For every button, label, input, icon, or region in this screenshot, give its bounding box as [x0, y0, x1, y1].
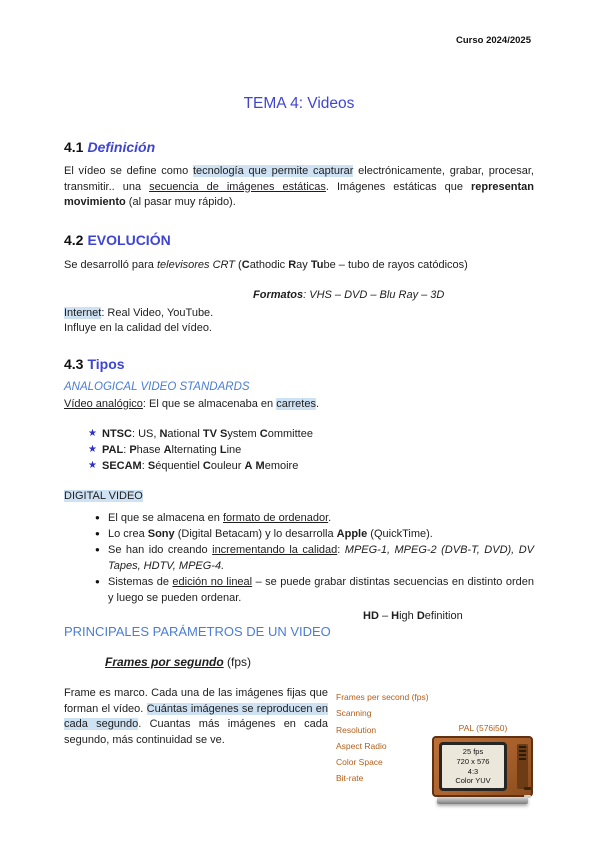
dot-bullet-icon: ● [95, 576, 100, 586]
pal-tv-figure [432, 723, 534, 804]
list-item-pal [88, 442, 534, 458]
list-item-text: Sistemas de edición no lineal – se puede grabar distintas secuencias en distinto orden y luego se pueden ordenar. [108, 575, 534, 604]
section-number: 4.2 [64, 231, 84, 248]
tv-screen-line: 720 x 576 [456, 756, 490, 766]
list-item-text: PAL: Phase Alternating Line [102, 444, 242, 456]
list-item-formato [95, 510, 534, 526]
digital-video-heading [64, 489, 534, 504]
list-item-text: SECAM: Séquentiel Couleur A Memoire [102, 460, 299, 472]
section-number: 4.1 [64, 139, 84, 155]
document-title: TEMA 4: Videos [243, 95, 355, 112]
analog-intro-line: Vídeo analógico: El que se almacenaba en carretes. [64, 397, 320, 410]
star-bullet-icon: ★ [88, 444, 97, 455]
list-item-text: Se han ido creando incrementando la calidad: MPEG-1, MPEG-2 (DVB-T, DVD), DV Tapes, HDTV, MPEG-4. [108, 543, 534, 572]
fps-section [64, 686, 534, 804]
analog-standards-list [88, 426, 534, 474]
tv-knob [524, 787, 531, 790]
list-item-text: El que se almacena en formato de ordenador. [108, 511, 332, 524]
dot-bullet-icon: ● [95, 512, 100, 522]
tv-control-panel [517, 744, 528, 789]
tv-screen-line: Color YUV [455, 776, 491, 786]
heading-evolucion [64, 232, 534, 248]
definition-paragraph: El vídeo se define como tecnología que permite capturar electrónicamente, grabar, procesar, transmitir.. una secuencia de imágenes estáticas. Imágenes estáticas que representan movimiento (al pasar muy rápido). [64, 165, 534, 208]
param-item: Color Space [336, 757, 383, 768]
principales-heading: PRINCIPALES PARÁMETROS DE UN VIDEO [64, 624, 331, 639]
tv-screen-line: 4:3 [467, 766, 479, 776]
tv-vent [519, 746, 526, 762]
tv-screen-line: 25 fps [462, 747, 484, 757]
section-title: Tipos [87, 355, 125, 372]
param-item: Bit-rate [336, 773, 364, 784]
heading-tipos [64, 356, 534, 372]
internet-line: Internet: Real Video, YouTube. [64, 306, 214, 319]
list-item-edicion [95, 574, 534, 606]
list-item-calidad [95, 542, 534, 574]
dot-bullet-icon: ● [95, 544, 100, 554]
param-item: Aspect Radio [336, 740, 387, 751]
document-content [64, 0, 534, 804]
digital-video-heading-text: DIGITAL VIDEO [64, 490, 143, 502]
dot-bullet-icon: ● [95, 528, 100, 538]
formatos-line: Formatos: VHS – DVD – Blu Ray – 3D [253, 289, 445, 301]
crt-line: Se desarrolló para televisores CRT (Cathodic Ray Tube – tubo de rayos catódicos) [64, 258, 468, 271]
star-bullet-icon: ★ [88, 428, 97, 439]
course-label: Curso 2024/2025 [456, 35, 531, 46]
param-item: Resolution [336, 724, 377, 735]
tv-stand [437, 797, 528, 804]
section-title: Definición [87, 139, 156, 155]
heading-definicion [64, 139, 534, 155]
section-number: 4.3 [64, 355, 84, 372]
section-title: EVOLUCIÓN [87, 231, 171, 248]
analog-standards-heading: ANALOGICAL VIDEO STANDARDS [64, 380, 250, 393]
video-params-list [336, 686, 430, 804]
retro-tv-image [432, 736, 533, 804]
digital-video-list [95, 510, 534, 606]
list-item-text: NTSC: US, National TV System Committee [102, 428, 313, 440]
fps-heading: Frames por segundo (fps) [105, 655, 252, 669]
param-item: Frames per second (fps) [336, 692, 429, 702]
param-item: Scanning [336, 708, 372, 719]
list-item-sony-apple [95, 526, 534, 542]
tv-label: PAL (576i50) [458, 723, 508, 733]
list-item-ntsc [88, 426, 534, 442]
fps-paragraph: Frame es marco. Cada una de las imágenes fijas que forman el vídeo. Cuántas imágenes se reproducen en cada segundo. Cuantas más imágenes en cada segundo, más continuidad se ve. [64, 687, 329, 746]
hd-definition-line: HD – High Definition [363, 609, 463, 622]
tv-screen [439, 742, 507, 791]
list-item-secam [88, 458, 534, 474]
list-item-text: Lo crea Sony (Digital Betacam) y lo desarrolla Apple (QuickTime). [108, 527, 433, 540]
star-bullet-icon: ★ [88, 460, 97, 471]
influye-line: Influye en la calidad del vídeo. [64, 322, 212, 334]
video-params-figure [328, 686, 534, 804]
